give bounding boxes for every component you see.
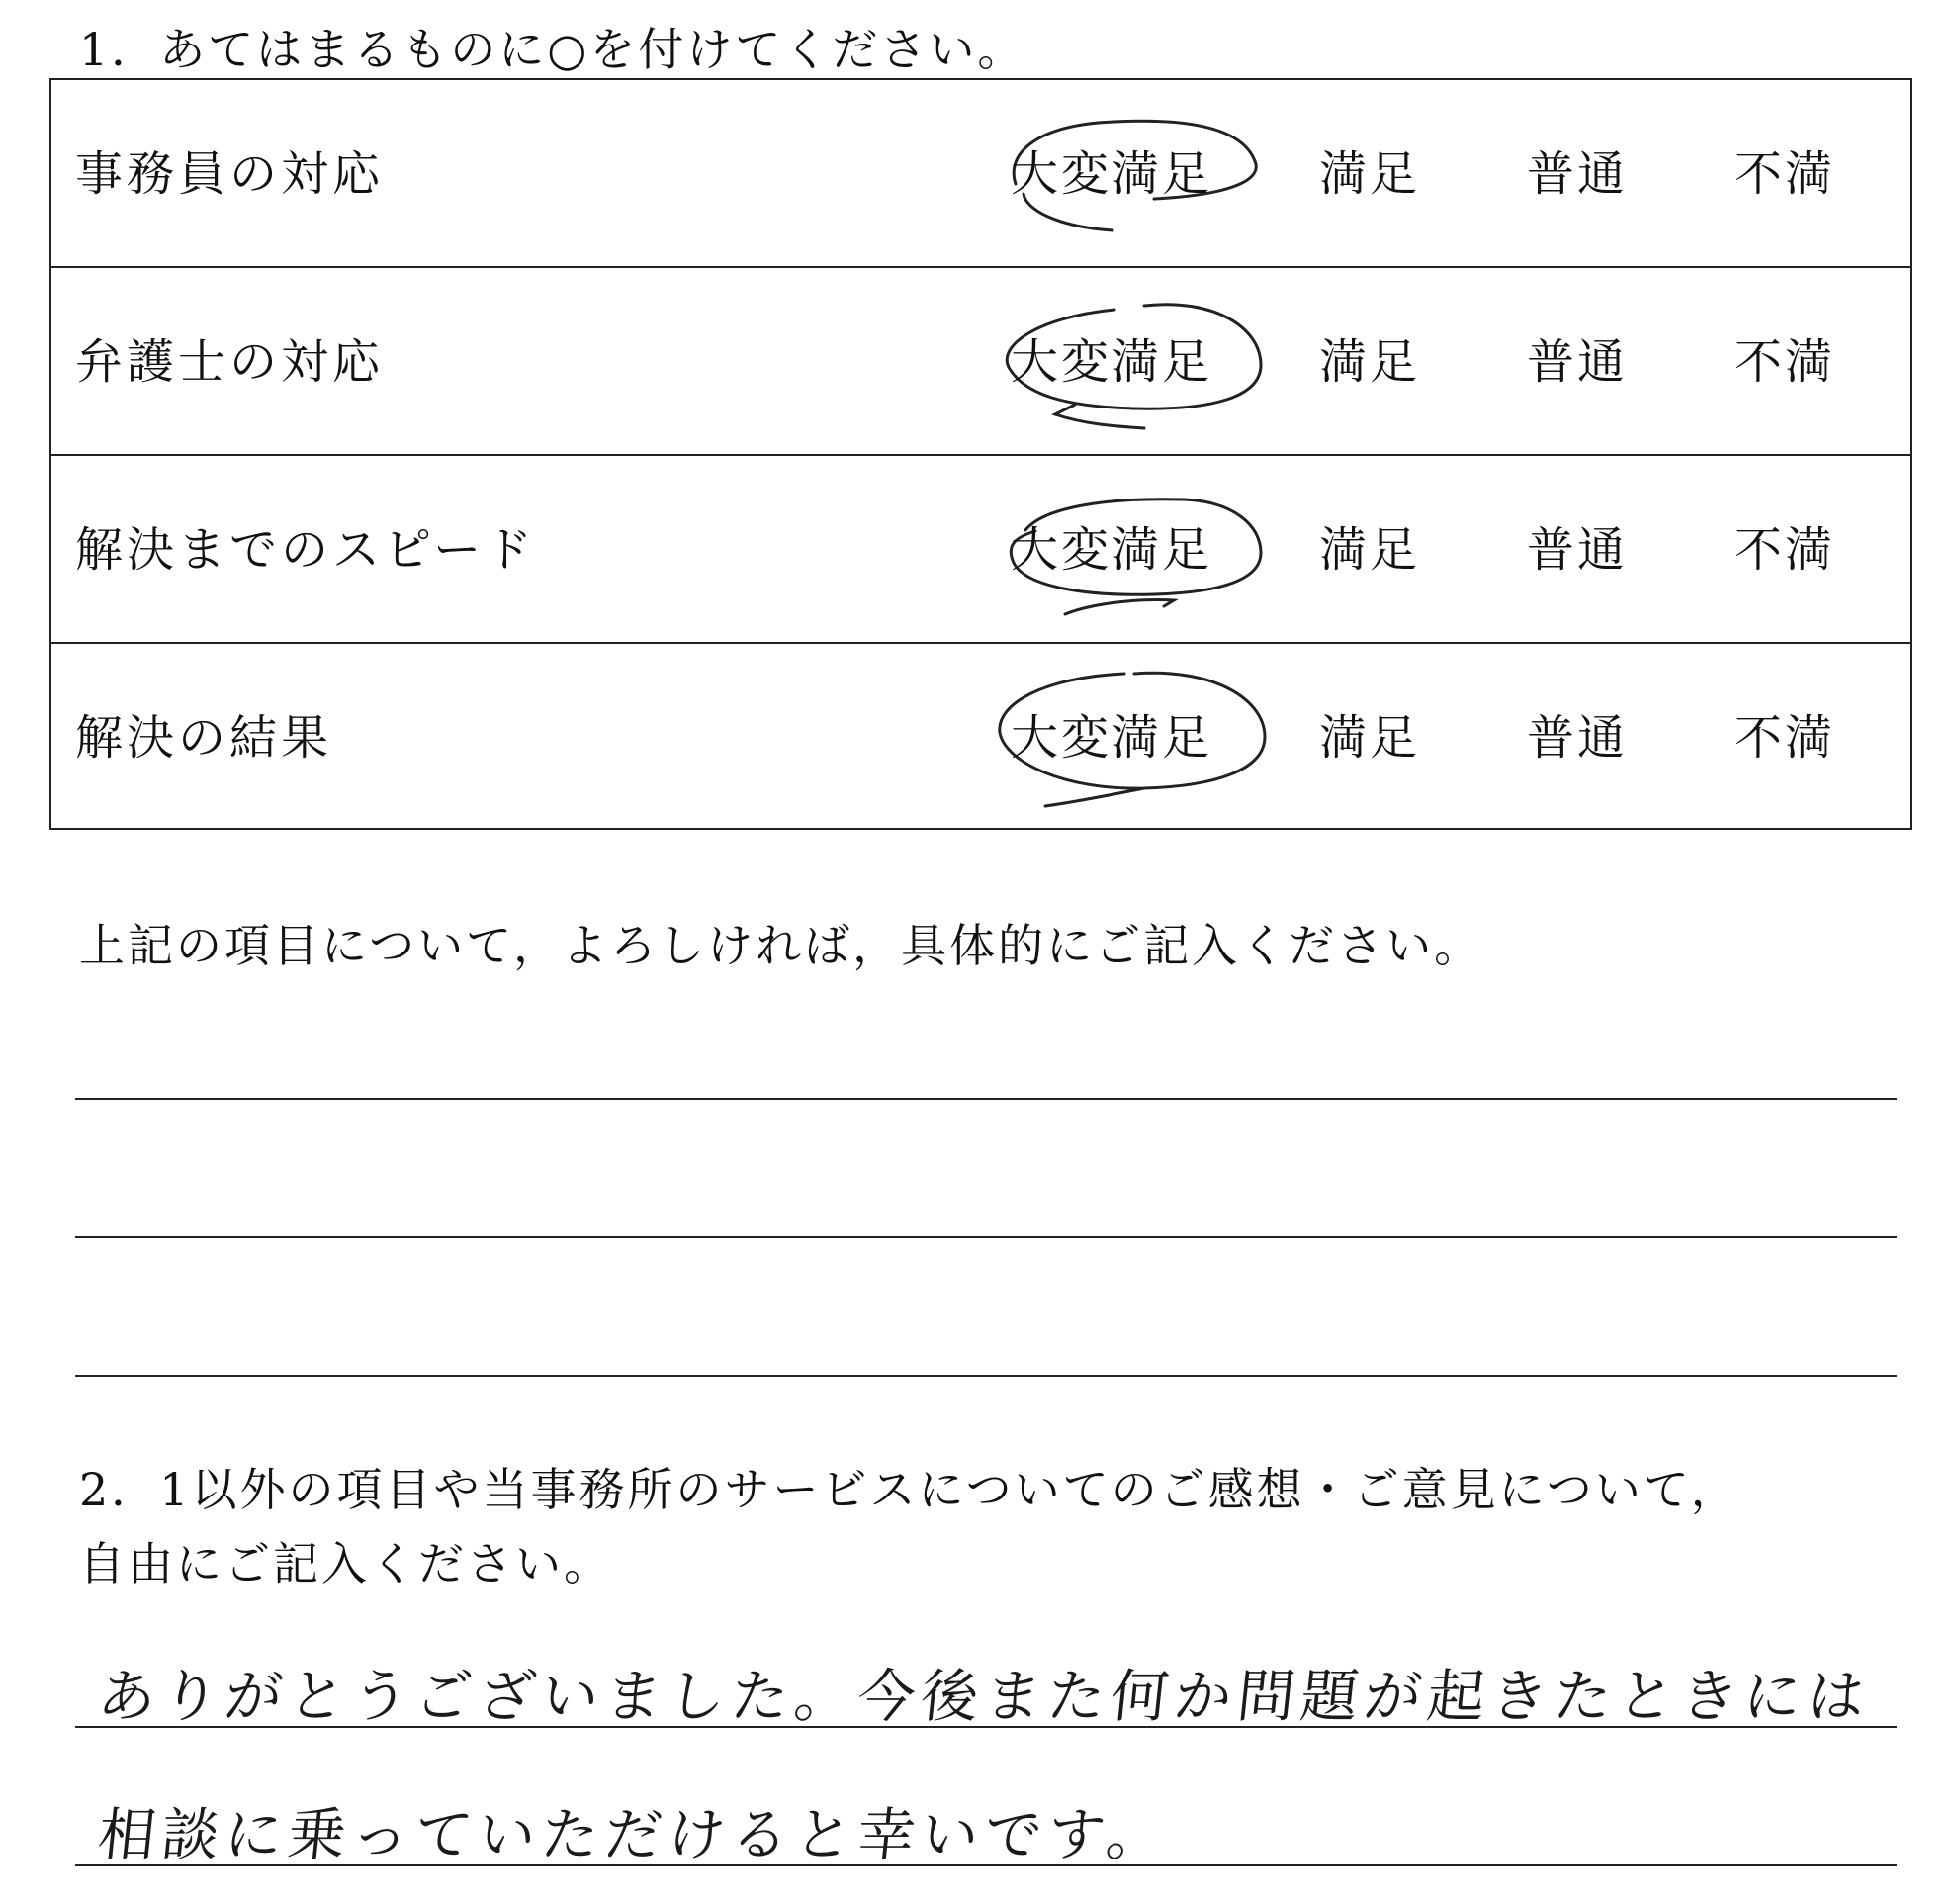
handwritten-answer-line-2: 相談に乗っていただけると幸いです。 [94,1801,1174,1868]
option-very-satisfied[interactable]: 大変満足 [1011,334,1213,390]
option-dissatisfied[interactable]: 不満 [1735,334,1836,390]
option-dissatisfied[interactable]: 不満 [1735,146,1836,202]
option-dissatisfied[interactable]: 不満 [1735,522,1836,578]
answer-line[interactable] [75,1375,1897,1377]
option-dissatisfied[interactable]: 不満 [1735,710,1836,766]
answer-line[interactable] [75,1098,1897,1100]
option-very-satisfied[interactable]: 大変満足 [1011,710,1213,766]
question-2-heading: 2．1以外の項目や当事務所のサービスについてのご感想・ご意見について， [79,1463,1739,1516]
row-label: 弁護士の対応 [75,334,385,390]
rating-table [49,78,1912,830]
option-very-satisfied[interactable]: 大変満足 [1011,146,1213,202]
question-1-heading: 1．あてはまるものに○を付けてください。 [79,23,1026,76]
row-label: 事務員の対応 [75,146,385,202]
answer-line[interactable] [75,1236,1897,1238]
option-normal[interactable]: 普通 [1527,334,1629,390]
free-text-instruction: 上記の項目について，よろしければ，具体的にご記入ください。 [79,919,1483,972]
rating-row [51,266,1910,456]
option-satisfied[interactable]: 満足 [1319,710,1421,766]
answer-line[interactable] [75,1864,1897,1866]
row-label: 解決の結果 [75,710,333,766]
option-normal[interactable]: 普通 [1527,710,1629,766]
option-satisfied[interactable]: 満足 [1319,334,1421,390]
question-2-heading-continued: 自由にご記入ください。 [79,1537,612,1590]
option-normal[interactable]: 普通 [1527,522,1629,578]
answer-line[interactable] [75,1726,1897,1728]
row-label: 解決までのスピード [75,522,537,578]
option-very-satisfied[interactable]: 大変満足 [1011,522,1213,578]
rating-row [51,80,1910,268]
option-satisfied[interactable]: 満足 [1319,522,1421,578]
option-normal[interactable]: 普通 [1527,146,1629,202]
option-satisfied[interactable]: 満足 [1319,146,1421,202]
handwritten-answer-line-1: ありがとうございました。今後また何か問題が起きたときには [94,1663,1875,1730]
rating-row [51,642,1910,832]
rating-row [51,454,1910,644]
